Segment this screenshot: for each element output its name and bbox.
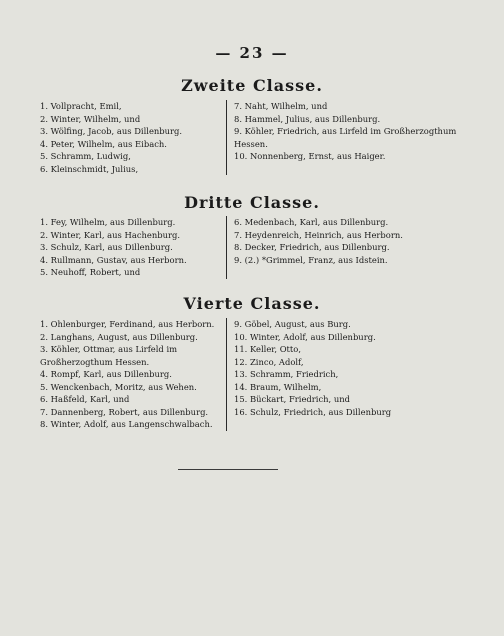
section-title-vierte-classe: Vierte Classe.: [183, 294, 321, 313]
list-item: 2. Langhans, August, aus Dillenburg.: [40, 331, 198, 342]
list-item: 1. Ohlenburger, Ferdinand, aus Herborn.: [40, 319, 215, 329]
column-divider: [226, 216, 227, 279]
section-vierte-classe: [40, 318, 470, 431]
list-item: 2. Winter, Wilhelm, und: [40, 113, 141, 124]
list-item: 10. Winter, Adolf, aus Dillenburg.: [234, 331, 376, 342]
list-item: 6. Medenbach, Karl, aus Dillenburg.: [234, 217, 389, 227]
list-item: 5. Wenckenbach, Moritz, aus Wehen.: [40, 381, 197, 392]
right-column: [234, 100, 470, 175]
column-divider: [226, 318, 227, 431]
list-item: 3. Schulz, Karl, aus Dillenburg.: [40, 242, 173, 252]
list-item: 15. Bückart, Friedrich, und: [234, 394, 351, 404]
right-column: [234, 318, 470, 431]
list-item: 8. Decker, Friedrich, aus Dillenburg.: [234, 242, 390, 252]
list-item: 9. Göbel, August, aus Burg.: [234, 319, 351, 329]
list-item: 14. Braum, Wilhelm,: [234, 381, 322, 392]
list-item: 13. Schramm, Friedrich,: [234, 369, 339, 379]
list-item: 16. Schulz, Friedrich, aus Dillenburg: [234, 406, 392, 417]
list-item: 2. Winter, Karl, aus Hachenburg.: [40, 229, 181, 240]
section-title-dritte-classe: Dritte Classe.: [184, 193, 320, 212]
list-item: 6. Haßfeld, Karl, und: [40, 394, 130, 404]
list-item: 4. Rullmann, Gustav, aus Herborn.: [40, 254, 187, 265]
left-column: [40, 318, 226, 431]
list-item: 3. Köhler, Ottmar, aus Lirfeld im Großherzogthum Hessen.: [40, 344, 178, 367]
list-item: 4. Rompf, Karl, aus Dillenburg.: [40, 369, 172, 379]
list-item: 8. Hammel, Julius, aus Dillenburg.: [234, 113, 381, 124]
list-item: 7. Naht, Wilhelm, und: [234, 101, 328, 111]
footer-rule: [178, 469, 278, 470]
column-divider: [226, 100, 227, 175]
right-column: [234, 216, 470, 279]
list-item: 5. Neuhoff, Robert, und: [40, 267, 141, 277]
list-item: 7. Heydenreich, Heinrich, aus Herborn.: [234, 229, 403, 240]
list-item: 9. Köhler, Friedrich, aus Lirfeld im Großherzogthum Hessen.: [234, 126, 457, 149]
page-number: — 23 —: [215, 44, 289, 62]
list-item: 3. Wölfing, Jacob, aus Dillenburg.: [40, 126, 183, 136]
left-column: [40, 100, 226, 175]
section-dritte-classe: [40, 216, 470, 279]
list-item: 6. Kleinschmidt, Julius,: [40, 163, 139, 174]
section-title-zweite-classe: Zweite Classe.: [181, 76, 323, 95]
list-item: 12. Zinco, Adolf,: [234, 356, 304, 367]
list-item: 5. Schramm, Ludwig,: [40, 151, 131, 161]
left-column: [40, 216, 226, 279]
list-item: 10. Nonnenberg, Ernst, aus Haiger.: [234, 151, 386, 161]
section-zweite-classe: [40, 100, 470, 175]
list-item: 11. Keller, Otto,: [234, 344, 301, 354]
list-item: 1. Fey, Wilhelm, aus Dillenburg.: [40, 217, 176, 227]
list-item: 7. Dannenberg, Robert, aus Dillenburg.: [40, 406, 209, 417]
list-item: 1. Vollpracht, Emil,: [40, 101, 122, 111]
list-item: 9. (2.) *Grimmel, Franz, aus Idstein.: [234, 254, 388, 265]
list-item: 4. Peter, Wilhelm, aus Eibach.: [40, 138, 167, 149]
list-item: 8. Winter, Adolf, aus Langenschwalbach.: [40, 419, 213, 429]
